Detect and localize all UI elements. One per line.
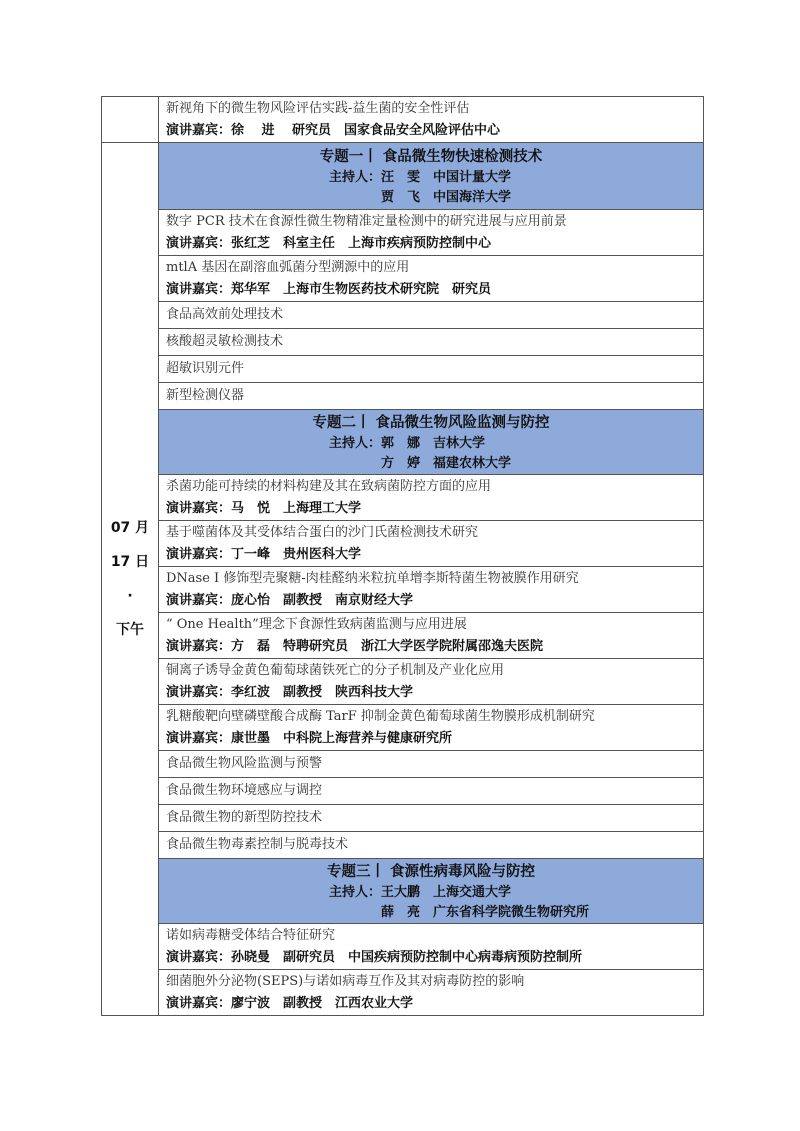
host-name: 贾 飞 中国海洋大学 [381, 189, 512, 205]
topic-title: 超敏识别元件 [166, 361, 245, 376]
talk-speaker: 演讲嘉宾：马 悦 上海理工大学 [166, 501, 362, 516]
session-header-row [102, 143, 704, 210]
talk-cell [159, 256, 704, 302]
talk-speaker: 演讲嘉宾：廖宁波 副教授 江西农业大学 [166, 996, 414, 1011]
session-title: 专题一丨 食品微生物快速检测技术 [319, 148, 543, 165]
talk-row [102, 659, 704, 705]
topic-row [102, 832, 704, 859]
empty-date-cell [102, 97, 159, 143]
date-cell [102, 143, 159, 1016]
session-header-row [102, 859, 704, 924]
talk-title: 新视角下的微生物风险评估实践-益生菌的安全性评估 [166, 101, 470, 116]
talk-row [102, 210, 704, 256]
talk-title: 乳糖酸靶向壁磷壁酸合成酶 TarF 抑制金黄色葡萄球菌生物膜形成机制研究 [166, 709, 595, 724]
talk-cell [159, 705, 704, 751]
talk-speaker: 演讲嘉宾：李红波 副教授 陕西科技大学 [166, 685, 414, 700]
topic-row [102, 383, 704, 410]
session-title: 专题二丨 食品微生物风险监测与防控 [312, 414, 550, 431]
talk-title: “ One Health”理念下食源性致病菌监测与应用进展 [166, 617, 467, 632]
topic-row [102, 751, 704, 778]
talk-title: 铜离子诱导金黄色葡萄球菌铁死亡的分子机制及产业化应用 [166, 663, 505, 678]
talk-row [102, 924, 704, 970]
talk-row [102, 613, 704, 659]
talk-row [102, 567, 704, 613]
talk-cell [159, 659, 704, 705]
talk-cell [159, 475, 704, 521]
host-name: 郭 娜 吉林大学 [381, 435, 486, 451]
session-header [159, 410, 704, 475]
session-header-row [102, 410, 704, 475]
talk-cell [159, 97, 704, 143]
talk-cell [159, 521, 704, 567]
session-header [159, 859, 704, 924]
topic-title: 食品高效前处理技术 [166, 307, 284, 322]
topic-row [102, 302, 704, 329]
session-title: 专题三丨 食源性病毒风险与防控 [326, 863, 536, 880]
talk-row [102, 97, 704, 143]
host-label: 主持人： [328, 435, 381, 451]
talk-speaker: 演讲嘉宾：丁一峰 贵州医科大学 [166, 547, 362, 562]
host-label: 主持人： [328, 884, 381, 900]
talk-title: 基于噬菌体及其受体结合蛋白的沙门氏菌检测技术研究 [166, 525, 479, 540]
host-name: 薛 亮 广东省科学院微生物研究所 [381, 904, 590, 920]
talk-speaker: 演讲嘉宾：张红芝 科室主任 上海市疾病预防控制中心 [166, 236, 492, 251]
talk-row [102, 705, 704, 751]
talk-title: 细菌胞外分泌物(SEPS)与诺如病毒互作及其对病毒防控的影响 [166, 974, 525, 989]
talk-speaker: 演讲嘉宾：康世墨 中科院上海营养与健康研究所 [166, 731, 453, 746]
talk-title: 诺如病毒糖受体结合特征研究 [166, 928, 336, 943]
host-label: 主持人： [328, 169, 381, 185]
date-period: 下午 [116, 622, 144, 638]
topic-title: 食品微生物的新型防控技术 [166, 810, 323, 825]
host-name: 王大鹏 上海交通大学 [381, 884, 512, 900]
talk-title: 杀菌功能可持续的材料构建及其在致病菌防控方面的应用 [166, 479, 492, 494]
host-name: 汪 雯 中国计量大学 [381, 169, 512, 185]
talk-row [102, 475, 704, 521]
topic-title: 核酸超灵敏检测技术 [166, 334, 284, 349]
talk-title: DNase I 修饰型壳聚糖-肉桂醛纳米粒抗单增李斯特菌生物被膜作用研究 [166, 571, 579, 586]
talk-cell [159, 970, 704, 1016]
talk-speaker: 演讲嘉宾：方 磊 特聘研究员 浙江大学医学院附属邵逸夫医院 [166, 639, 544, 654]
topic-row [102, 805, 704, 832]
topic-title: 食品微生物环境感应与调控 [166, 783, 323, 798]
talk-row [102, 256, 704, 302]
talk-cell [159, 613, 704, 659]
talk-speaker: 演讲嘉宾：庞心怡 副教授 南京财经大学 [166, 593, 414, 608]
talk-cell [159, 567, 704, 613]
topic-row [102, 778, 704, 805]
talk-title: 数字 PCR 技术在食源性微生物精准定量检测中的研究进展与应用前景 [166, 214, 567, 229]
host-name: 方 婷 福建农林大学 [381, 455, 512, 471]
session-header [159, 143, 704, 210]
talk-row [102, 970, 704, 1016]
talk-title: mtlA 基因在副溶血弧菌分型溯源中的应用 [166, 260, 410, 275]
date-day: 17 日 [110, 554, 150, 570]
talk-speaker: 演讲嘉宾：徐 进 研究员 国家食品安全风险评估中心 [166, 123, 501, 138]
schedule-table [101, 96, 704, 1016]
talk-cell [159, 210, 704, 256]
topic-row [102, 329, 704, 356]
topic-title: 新型检测仪器 [166, 388, 245, 403]
talk-row [102, 521, 704, 567]
talk-cell [159, 924, 704, 970]
date-month: 07 月 [110, 520, 150, 536]
topic-title: 食品微生物毒素控制与脱毒技术 [166, 837, 349, 852]
talk-speaker: 演讲嘉宾：郑华军 上海市生物医药技术研究院 研究员 [166, 282, 492, 297]
talk-speaker: 演讲嘉宾：孙晓曼 副研究员 中国疾病预防控制中心病毒病预防控制所 [166, 950, 583, 965]
topic-title: 食品微生物风险监测与预警 [166, 756, 323, 771]
date-dot: · [127, 588, 133, 604]
topic-row [102, 356, 704, 383]
